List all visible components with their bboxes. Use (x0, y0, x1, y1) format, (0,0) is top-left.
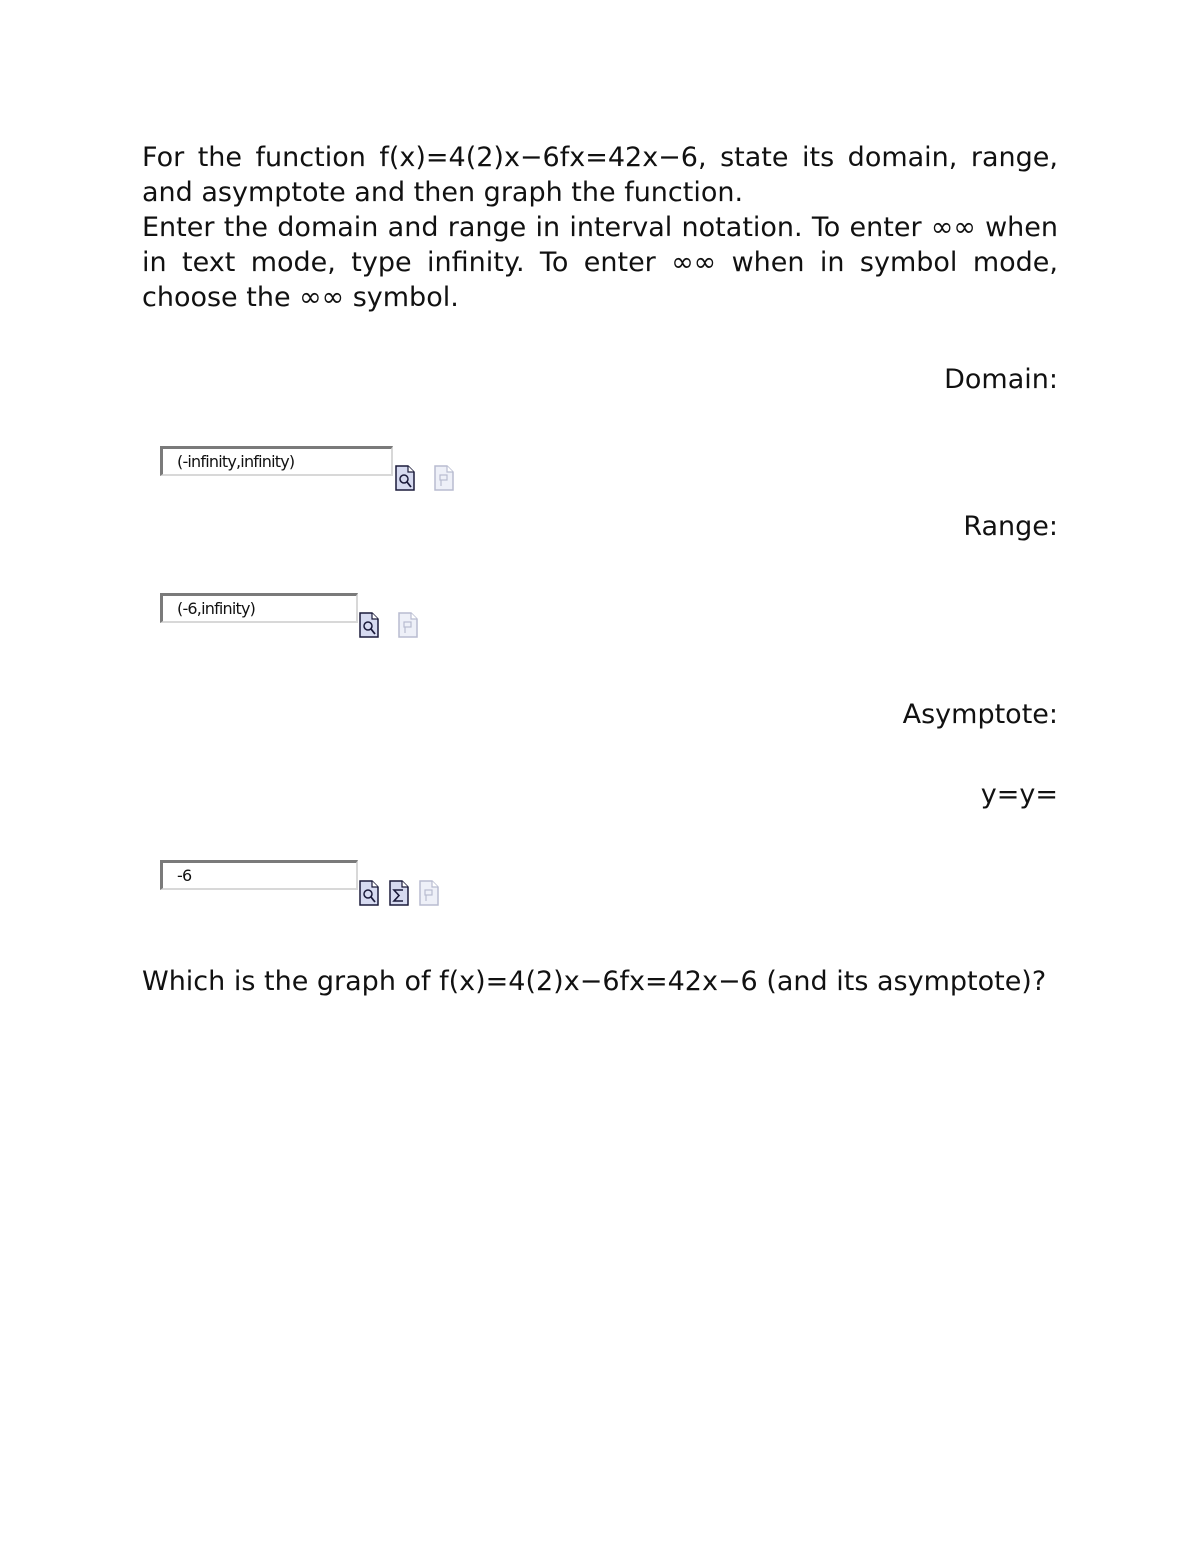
graph-question-block (142, 964, 1058, 999)
palette-icon-disabled (419, 880, 439, 906)
sigma-icon[interactable] (389, 880, 409, 906)
range-input[interactable] (160, 593, 358, 623)
domain-field-row (160, 446, 480, 486)
domain-input[interactable] (160, 446, 393, 476)
question-text: For the function f(x)=4(2)x−6fx=42x−6, state its domain, range, and asymptote and then graph the function. (142, 142, 1058, 208)
instructions-text: Enter the domain and range in interval notation. To enter ∞∞ when in text mode, type infinity. To enter ∞∞ when in symbol mode, choose the ∞∞ symbol. (142, 212, 1058, 313)
asymptote-equation-prefix: y=y= (980, 779, 1058, 810)
asymptote-field-row (160, 860, 460, 900)
domain-label: Domain: (944, 364, 1058, 395)
range-label: Range: (963, 511, 1058, 542)
preview-icon[interactable] (359, 612, 379, 638)
preview-icon[interactable] (395, 465, 415, 491)
asymptote-input[interactable] (160, 860, 358, 890)
palette-icon-disabled (398, 612, 418, 638)
range-field-row (160, 593, 440, 633)
asymptote-label: Asymptote: (902, 699, 1058, 730)
question-intro (142, 140, 1058, 315)
palette-icon-disabled (434, 465, 454, 491)
graph-question: Which is the graph of f(x)=4(2)x−6fx=42x−6 (and its asymptote)? (142, 966, 1047, 997)
preview-icon[interactable] (359, 880, 379, 906)
